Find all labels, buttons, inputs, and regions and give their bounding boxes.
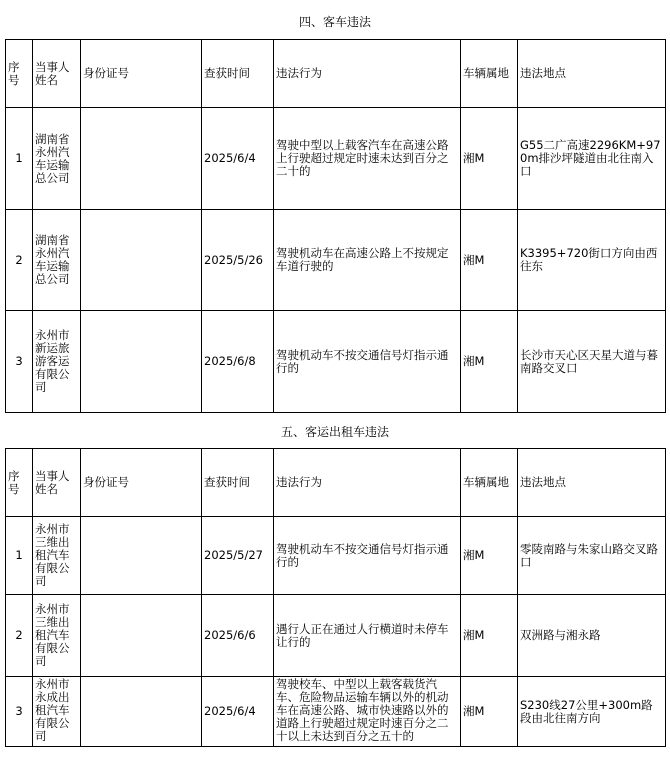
table-row [6,677,666,747]
table-row [6,595,666,677]
bus-violations-table [5,39,666,413]
header-place: 违法地点 [518,449,666,517]
cell-id [81,517,202,595]
cell-act: 驾驶机动车在高速公路上不按规定车道行驶的 [274,210,461,311]
header-act: 违法行为 [274,449,461,517]
cell-act: 驾驶机动车不按交通信号灯指示通行的 [274,517,461,595]
cell-act: 驾驶中型以上载客汽车在高速公路上行驶超过规定时速未达到百分之二十的 [274,108,461,210]
table-header-row [6,40,666,108]
cell-region: 湘M [461,517,518,595]
header-id: 身份证号 [81,40,202,108]
cell-id [81,311,202,413]
cell-time: 2025/5/27 [202,517,274,595]
header-seq: 序号 [6,449,33,517]
cell-time: 2025/6/4 [202,108,274,210]
cell-act: 驾驶机动车不按交通信号灯指示通行的 [274,311,461,413]
cell-seq: 3 [6,311,33,413]
cell-region: 湘M [461,595,518,677]
header-party: 当事人姓名 [33,449,81,517]
table-row [6,517,666,595]
cell-seq: 2 [6,595,33,677]
header-time: 查获时间 [202,40,274,108]
section-title-taxi-violations: 五、客运出租车违法 [280,425,389,439]
cell-party: 永州市新运旅游客运有限公司 [33,311,81,413]
cell-id [81,595,202,677]
cell-place: S230线27公里+300m路段由北往南方向 [518,677,666,747]
header-party: 当事人姓名 [33,40,81,108]
cell-seq: 2 [6,210,33,311]
cell-place: G55二广高速2296KM+970m排沙坪隧道由北往南入口 [518,108,666,210]
cell-time: 2025/6/4 [202,677,274,747]
cell-region: 湘M [461,311,518,413]
cell-party [33,677,81,747]
taxi-violations-table [5,448,666,747]
table-row [6,311,666,413]
cell-party: 永州市三维出租汽车有限公司 [33,595,81,677]
cell-party: 湖南省永州汽车运输总公司 [33,108,81,210]
cell-region: 湘M [461,108,518,210]
header-region: 车辆属地 [461,449,518,517]
cell-id [81,677,202,747]
cell-place: K3395+720街口方向由西往东 [518,210,666,311]
cell-place: 双洲路与湘永路 [518,595,666,677]
table-row [6,108,666,210]
cell-time: 2025/5/26 [202,210,274,311]
section-title-bus-violations: 四、客车违法 [298,15,371,29]
header-time: 查获时间 [202,449,274,517]
cell-time: 2025/6/6 [202,595,274,677]
header-act: 违法行为 [274,40,461,108]
cell-seq: 3 [6,677,33,747]
cell-id [81,210,202,311]
cell-act [274,677,461,747]
cell-act: 遇行人正在通过人行横道时未停车让行的 [274,595,461,677]
cell-seq: 1 [6,108,33,210]
cell-party: 湖南省永州汽车运输总公司 [33,210,81,311]
cell-place: 长沙市天心区天星大道与暮南路交叉口 [518,311,666,413]
header-id: 身份证号 [81,449,202,517]
cell-time: 2025/6/8 [202,311,274,413]
cell-party-text: 永州市永成出租汽车有限公司 [35,677,70,743]
header-region: 车辆属地 [461,40,518,108]
header-seq: 序号 [6,40,33,108]
table-row [6,210,666,311]
cell-place: 零陵南路与朱家山路交叉路口 [518,517,666,595]
cell-act-text: 驾驶校车、中型以上载客载货汽车、危险物品运输车辆以外的机动车在高速公路、城市快速路以外的道路上行驶超过规定时速百分之二十以上未达到百分之五十的 [276,677,449,743]
cell-region: 湘M [461,210,518,311]
cell-id [81,108,202,210]
header-place: 违法地点 [518,40,666,108]
cell-region: 湘M [461,677,518,747]
table-header-row [6,449,666,517]
cell-seq: 1 [6,517,33,595]
cell-party: 永州市三维出租汽车有限公司 [33,517,81,595]
